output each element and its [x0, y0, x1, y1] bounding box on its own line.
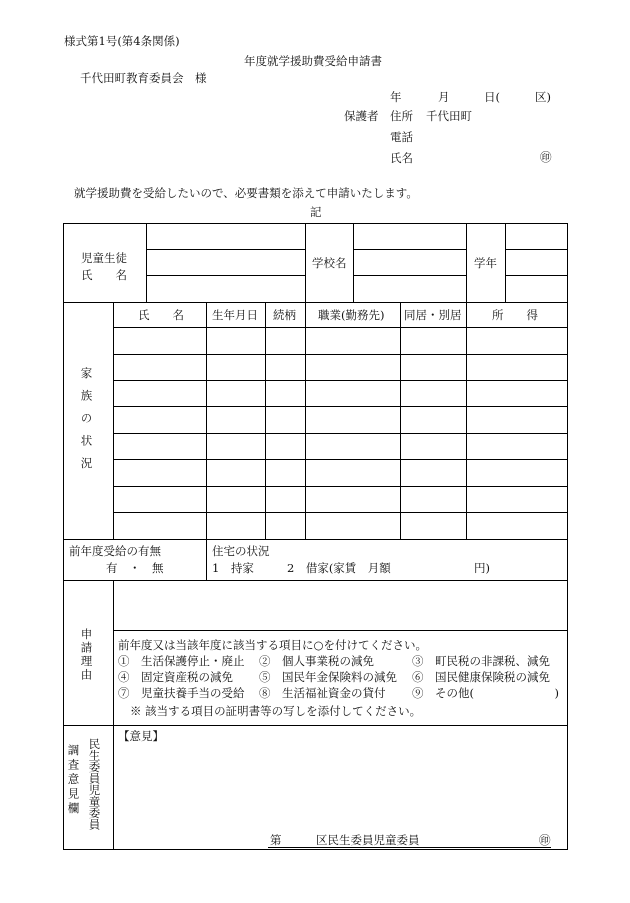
reason-instruction: 前年度又は当該年度に該当する項目に○を付けてください。 [118, 638, 428, 652]
student-name-label: 児童生徒 氏 名 [81, 251, 127, 282]
date-month: 月 [438, 90, 450, 104]
prev-year-label: 前年度受給の有無 [69, 544, 161, 558]
address-label: 住所 [390, 109, 413, 123]
form-id: 様式第1号(第4条関係) [64, 34, 180, 48]
family-header-income: 所 得 [492, 308, 538, 322]
housing-label: 住宅の状況 [212, 544, 270, 558]
phone-label: 電話 [390, 130, 413, 144]
guardian-label: 保護者 [344, 109, 379, 123]
family-header-name: 氏 名 [138, 308, 184, 322]
guardian-seal: ㊞ [540, 150, 552, 164]
housing-yen: 円) [474, 561, 490, 575]
form-title: 年度就学援助費受給申請書 [244, 54, 382, 68]
school-label: 学校名 [312, 256, 347, 270]
prev-year-options: 有 ・ 無 [106, 561, 164, 575]
reason-item-3: ③ 町民税の非課税、減免 [412, 654, 550, 668]
survey-seal: ㊞ [539, 833, 551, 847]
statement: 就学援助費を受給したいので、必要書類を添えて申請いたします。 [74, 186, 418, 200]
grade-label: 学年 [474, 256, 497, 270]
reason-item-8: ⑧ 生活福祉資金の貸付 [259, 686, 386, 700]
survey-side-label: 調査意見欄 [66, 744, 81, 817]
reason-side-label: 申請理由 [79, 628, 94, 682]
reason-item-6: ⑥ 国民健康保険税の減免 [412, 670, 550, 684]
housing-rent: 2 借家(家賃 月額 [287, 561, 391, 575]
family-side-label: 家族の状況 [79, 367, 94, 480]
housing-own: 1 持家 [212, 561, 254, 575]
reason-item-2: ② 個人事業税の減免 [259, 654, 374, 668]
date-day: 日( [484, 90, 500, 104]
reason-item-5: ⑤ 国民年金保険料の減免 [259, 670, 397, 684]
family-header-birthdate: 生年月日 [212, 308, 258, 322]
reason-item-1: ① 生活保護停止・廃止 [118, 654, 245, 668]
guardian-name-label: 氏名 [390, 151, 413, 165]
survey-side-label-2: 民生委員児童委員 [87, 738, 102, 830]
ki-heading: 記 [310, 205, 322, 219]
address-value: 千代田町 [426, 109, 472, 123]
reason-item-4: ④ 固定資産税の減免 [118, 670, 233, 684]
family-header-occupation: 職業(勤務先) [318, 308, 385, 322]
family-header-relation: 続柄 [273, 308, 296, 322]
addressee: 千代田町教育委員会 様 [80, 71, 207, 85]
reason-item-9: ⑨ その他( ) [412, 686, 559, 700]
reason-item-7: ⑦ 児童扶養手当の受給 [118, 686, 245, 700]
signature-line [268, 847, 551, 848]
reason-note: ※ 該当する項目の証明書等の写しを添付してください。 [130, 704, 422, 718]
opinion-label: 【意見】 [118, 729, 164, 743]
sign-prefix: 第 [270, 833, 282, 847]
sign-text: 区民生委員児童委員 [316, 833, 420, 847]
family-header-cohabit: 同居・別居 [404, 308, 462, 322]
date-year: 年 [390, 90, 402, 104]
date-ward: 区) [535, 90, 551, 104]
